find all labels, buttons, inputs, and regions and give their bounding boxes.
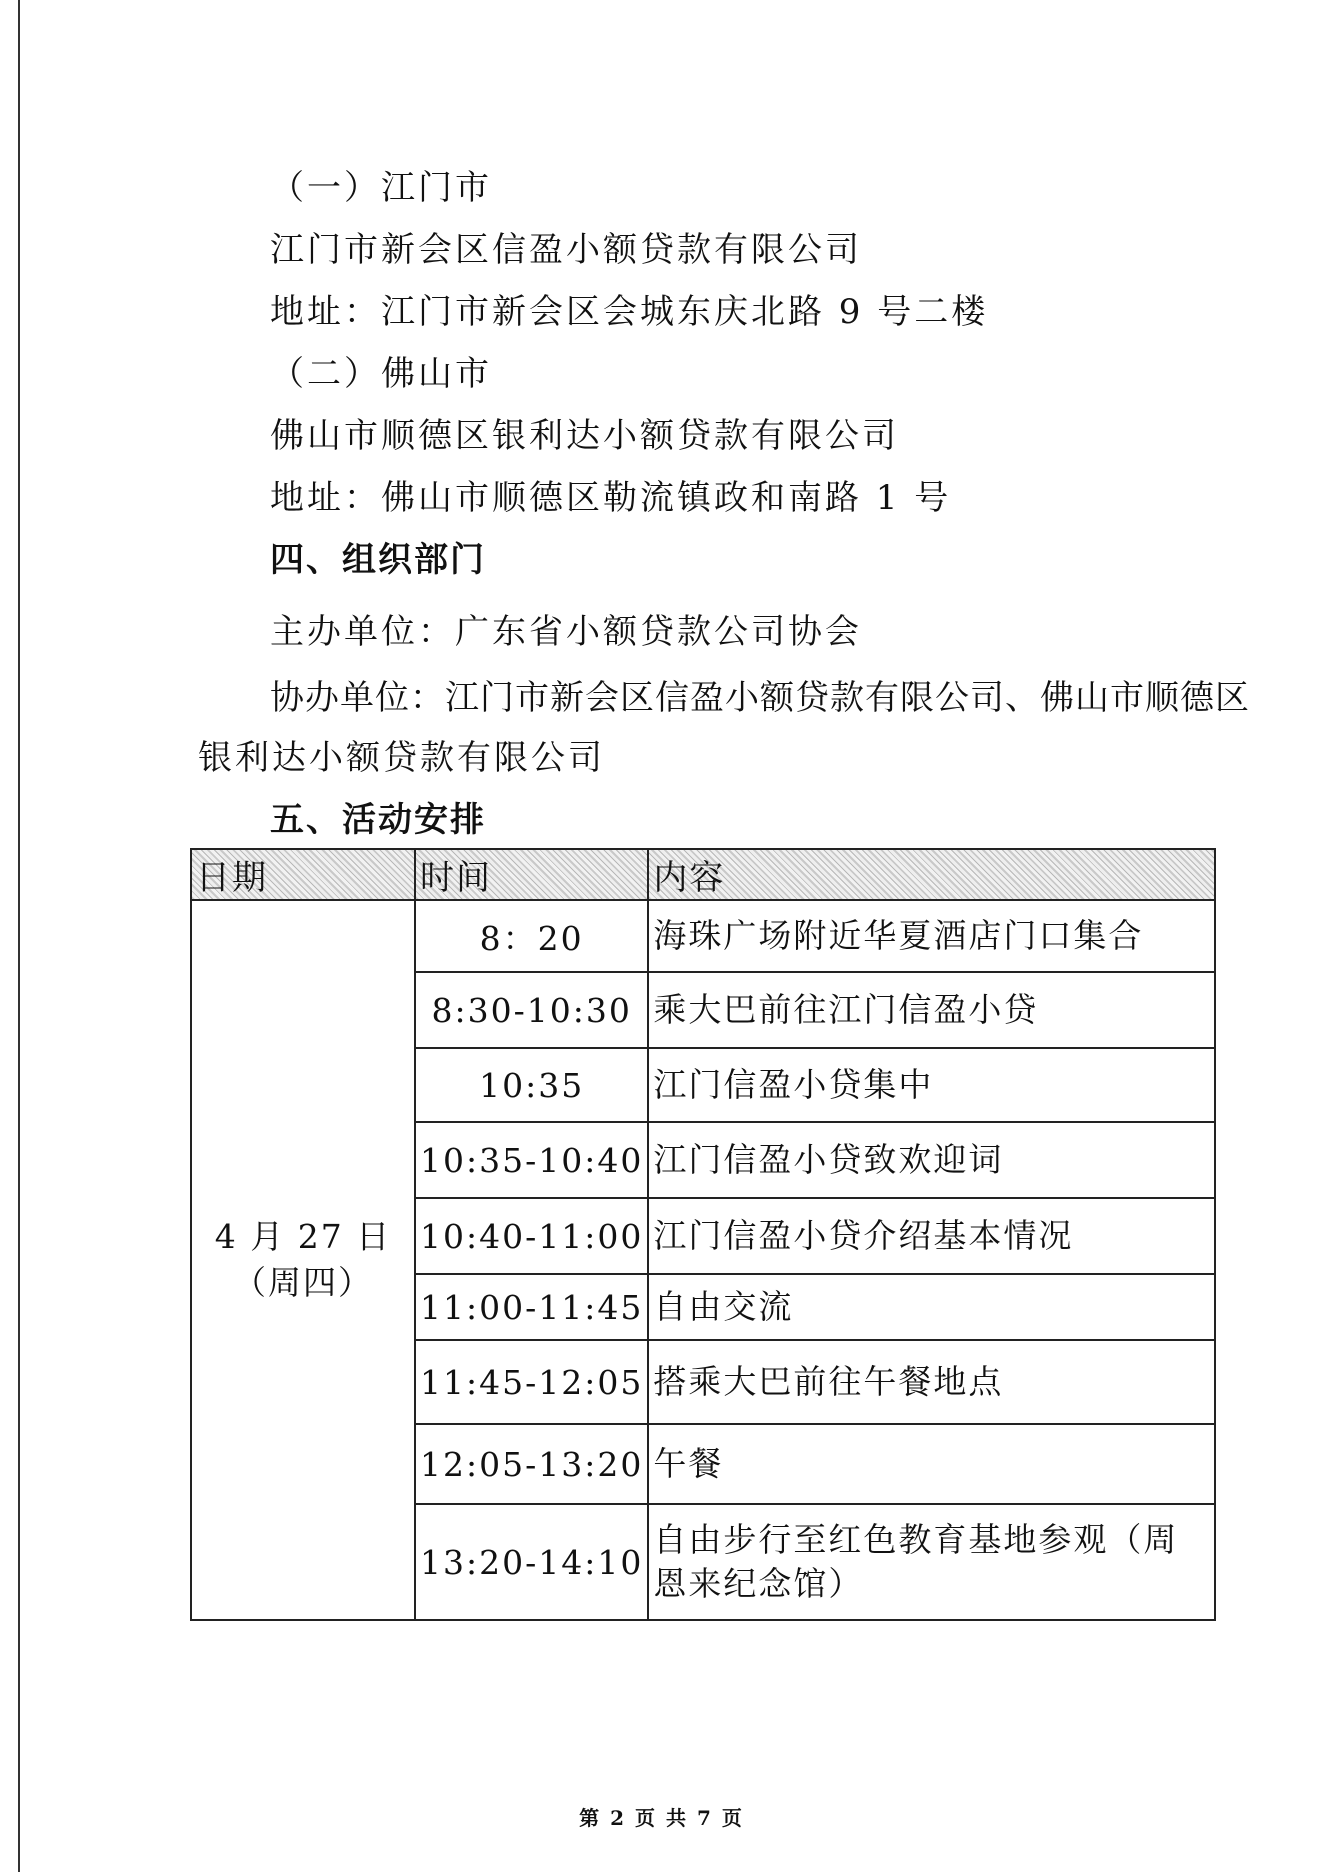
jiangmen-heading: （一）江门市 [270, 168, 492, 208]
content-cell: 自由交流 [648, 1274, 1215, 1340]
organizer: 主办单位：广东省小额贷款公司协会 [270, 612, 862, 652]
foshan-heading: （二）佛山市 [270, 354, 492, 394]
time-cell: 11:45-12:05 [415, 1340, 648, 1424]
time-cell: 8：20 [415, 900, 648, 972]
co-organizer-line-1: 协办单位：江门市新会区信盈小额贷款有限公司、佛山市顺德区 [270, 678, 1250, 718]
content-cell: 海珠广场附近华夏酒店门口集合 [648, 900, 1215, 972]
content-cell: 江门信盈小贷集中 [648, 1048, 1215, 1122]
schedule-table [190, 848, 1216, 1621]
header-content: 内容 [648, 849, 1215, 900]
time-cell: 10:35 [415, 1048, 648, 1122]
section-4-title: 四、组织部门 [270, 540, 486, 580]
jiangmen-company: 江门市新会区信盈小额贷款有限公司 [270, 230, 862, 270]
time-cell: 10:35-10:40 [415, 1122, 648, 1198]
schedule-header-row [191, 849, 1215, 900]
content-cell: 乘大巴前往江门信盈小贷 [648, 972, 1215, 1048]
time-cell: 13:20-14:10 [415, 1504, 648, 1620]
date-line-2: （周四） [233, 1263, 373, 1302]
page-number-footer: 第 2 页 共 7 页 [579, 1806, 744, 1830]
content-cell: 搭乘大巴前往午餐地点 [648, 1340, 1215, 1424]
scan-edge-line [18, 0, 20, 1872]
co-organizer-line-2: 银利达小额贷款有限公司 [198, 738, 605, 778]
jiangmen-address: 地址：江门市新会区会城东庆北路 9 号二楼 [270, 292, 989, 332]
section-5-title: 五、活动安排 [270, 800, 486, 840]
foshan-address: 地址：佛山市顺德区勒流镇政和南路 1 号 [270, 478, 952, 518]
date-cell [191, 900, 415, 1620]
content-cell: 江门信盈小贷介绍基本情况 [648, 1198, 1215, 1274]
foshan-company: 佛山市顺德区银利达小额贷款有限公司 [270, 416, 899, 456]
header-time: 时间 [415, 849, 648, 900]
header-date: 日期 [191, 849, 415, 900]
time-cell: 10:40-11:00 [415, 1198, 648, 1274]
time-cell: 8:30-10:30 [415, 972, 648, 1048]
time-cell: 12:05-13:20 [415, 1424, 648, 1504]
content-cell: 自由步行至红色教育基地参观（周恩来纪念馆） [648, 1504, 1215, 1620]
table-row [191, 900, 1215, 972]
date-line-1: 4 月 27 日 [214, 1217, 392, 1256]
content-cell: 午餐 [648, 1424, 1215, 1504]
time-cell: 11:00-11:45 [415, 1274, 648, 1340]
content-cell: 江门信盈小贷致欢迎词 [648, 1122, 1215, 1198]
